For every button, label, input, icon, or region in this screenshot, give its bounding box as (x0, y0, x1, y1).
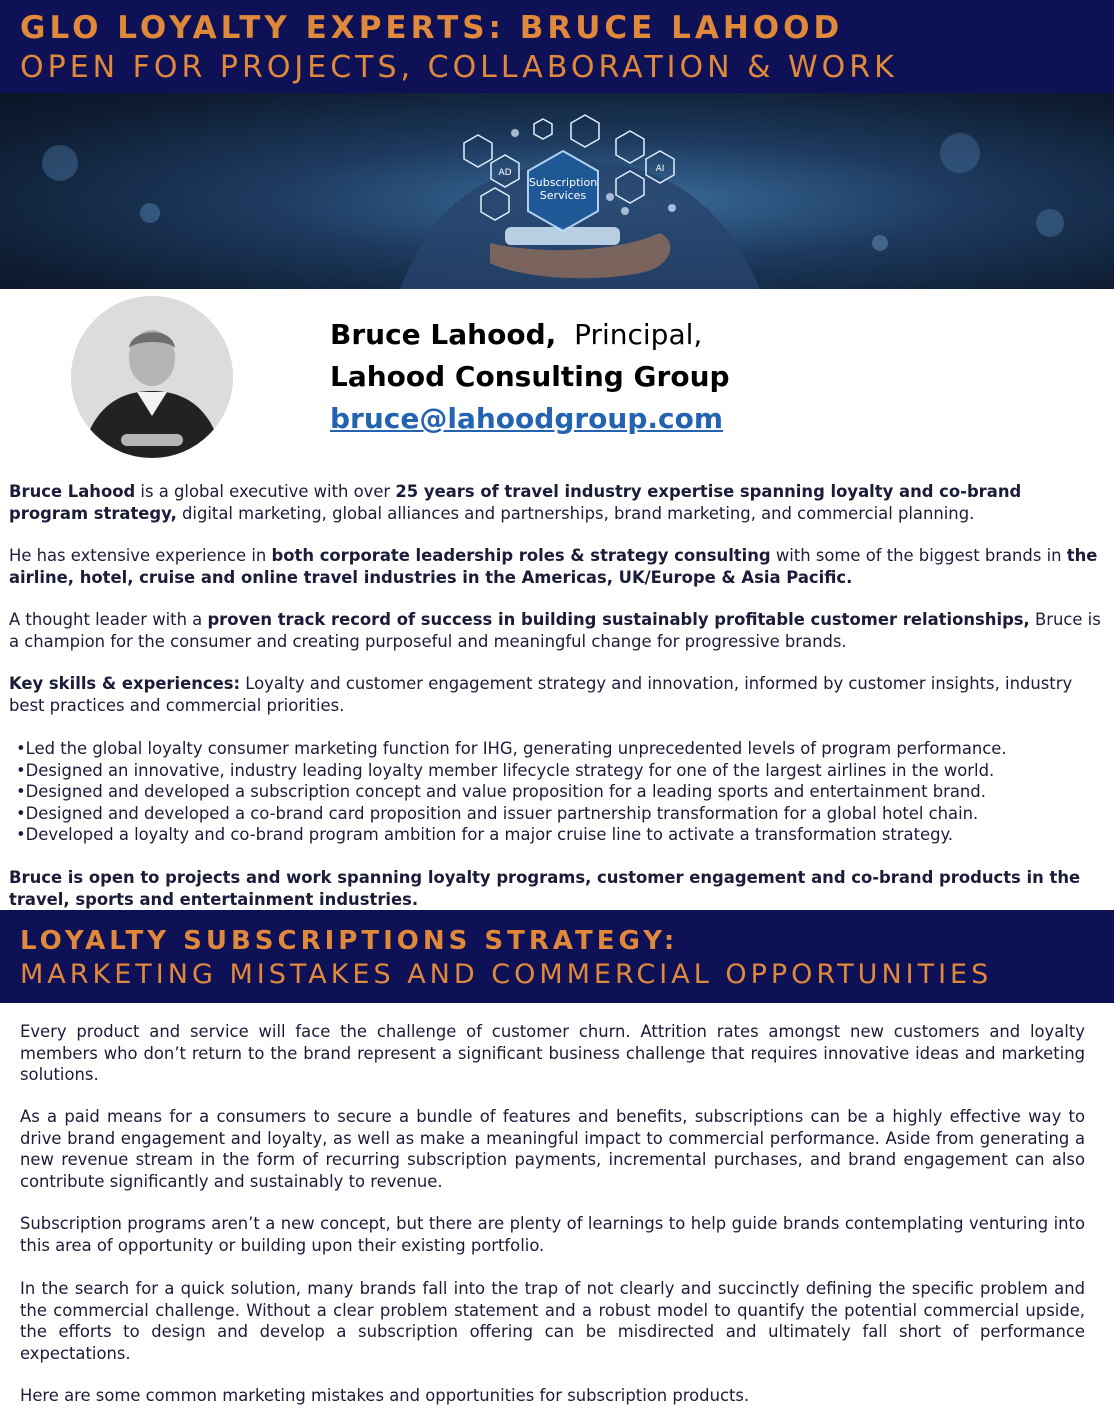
hero-center-label-1: Subscription (528, 176, 598, 189)
bio-paragraph-2: He has extensive experience in both corporate leadership roles & strategy consulting with some of the biggest brands in the airline, hotel, cruise and online travel industries in the Americas, UK/Europe & Asia Pacific. (9, 546, 1098, 587)
bio-paragraph-4: Key skills & experiences: Loyalty and customer engagement strategy and innovation, informed by customer insights, industry best practices and commercial priorities. (9, 674, 1073, 715)
bio-paragraph-1: Bruce Lahood is a global executive with over 25 years of travel industry expertise spanning loyalty and co-brand program strategy, digital marketing, global alliances and partnerships, brand marketing, and commercial planning. (9, 482, 1022, 523)
skills-list (16, 738, 1110, 846)
hero-image (0, 93, 1114, 289)
list-item: • Led the global loyalty consumer marketing function for IHG, generating unprecedented levels of program performance. (16, 738, 1110, 760)
header-title: GLO LOYALTY EXPERTS: BRUCE LAHOOD (20, 10, 844, 46)
section-title: LOYALTY SUBSCRIPTIONS STRATEGY: (20, 926, 679, 956)
video-icon (616, 131, 644, 163)
list-item: • Designed and developed a co-brand card proposition and issuer partnership transformation for a global hotel chain. (16, 803, 1110, 825)
ai-icon-label: AI (655, 164, 665, 174)
list-item: • Designed an innovative, industry leading loyalty member lifecycle strategy for one of the largest airlines in the world. (16, 760, 1110, 782)
profile-title: Principal, (574, 318, 703, 351)
hero-illustration (0, 93, 1114, 289)
section-subtitle: MARKETING MISTAKES AND COMMERCIAL OPPORTUNITIES (20, 959, 993, 990)
music-icon (571, 115, 599, 147)
profile-company: Lahood Consulting Group (330, 360, 730, 393)
ad-icon-label: AD (498, 168, 512, 178)
article-paragraph-3: Subscription programs aren’t a new concept, but there are plenty of learnings to help guide brands contemplating venturing into this area of opportunity or building upon their existing portfolio. (20, 1214, 1085, 1255)
top-banner (0, 0, 1114, 93)
article-paragraph-1: Every product and service will face the challenge of customer churn. Attrition rates amongst new customers and loyalty members who don’t return to the brand represent a significant business challenge that requires innovative ideas and marketing solutions. (20, 1022, 1085, 1084)
avatar (71, 296, 233, 458)
article-paragraph-5: Here are some common marketing mistakes and opportunities for subscription products. (20, 1386, 750, 1405)
bio-paragraph-3: A thought leader with a proven track record of success in building sustainably profitable customer relationships, Bruce is a champion for the consumer and creating purposeful and meaningful change for progressive brands. (9, 610, 1101, 651)
section-banner (0, 910, 1114, 1003)
bio-paragraph-5: Bruce is open to projects and work spanning loyalty programs, customer engagement and co-brand products in the travel, sports and entertainment industries. (9, 868, 1081, 909)
profile-name: Bruce Lahood, (330, 318, 557, 351)
email-link[interactable]: bruce@lahoodgroup.com (330, 402, 724, 435)
globe-icon (534, 119, 552, 139)
article-paragraph-2: As a paid means for a consumers to secure a bundle of features and benefits, subscriptions can be a highly effective way to drive brand engagement and loyalty, as well as make a meaningful impact to commercial performance. Aside from generating a new revenue stream in the form of recurring subscription payments, incremental purchases, and brand engagement can also contribute significantly and sustainably to revenue. (20, 1107, 1085, 1191)
article-paragraph-4: In the search for a quick solution, many brands fall into the trap of not clearly and succinctly defining the specific problem and the commercial challenge. Without a clear problem statement and a robust model to quantify the potential commercial upside, the efforts to design and develop a subscription offering can be misdirected and ultimately fall short of performance expectations. (20, 1279, 1085, 1363)
hero-center-label-2: Services (539, 189, 587, 202)
list-item: • Developed a loyalty and co-brand program ambition for a major cruise line to activate a transformation strategy. (16, 824, 1110, 846)
list-item: • Designed and developed a subscription concept and value proposition for a leading sports and entertainment brand. (16, 781, 1110, 803)
header-subtitle: OPEN FOR PROJECTS, COLLABORATION & WORK (20, 50, 898, 85)
software-icon (464, 135, 492, 167)
contact-block (330, 318, 730, 444)
